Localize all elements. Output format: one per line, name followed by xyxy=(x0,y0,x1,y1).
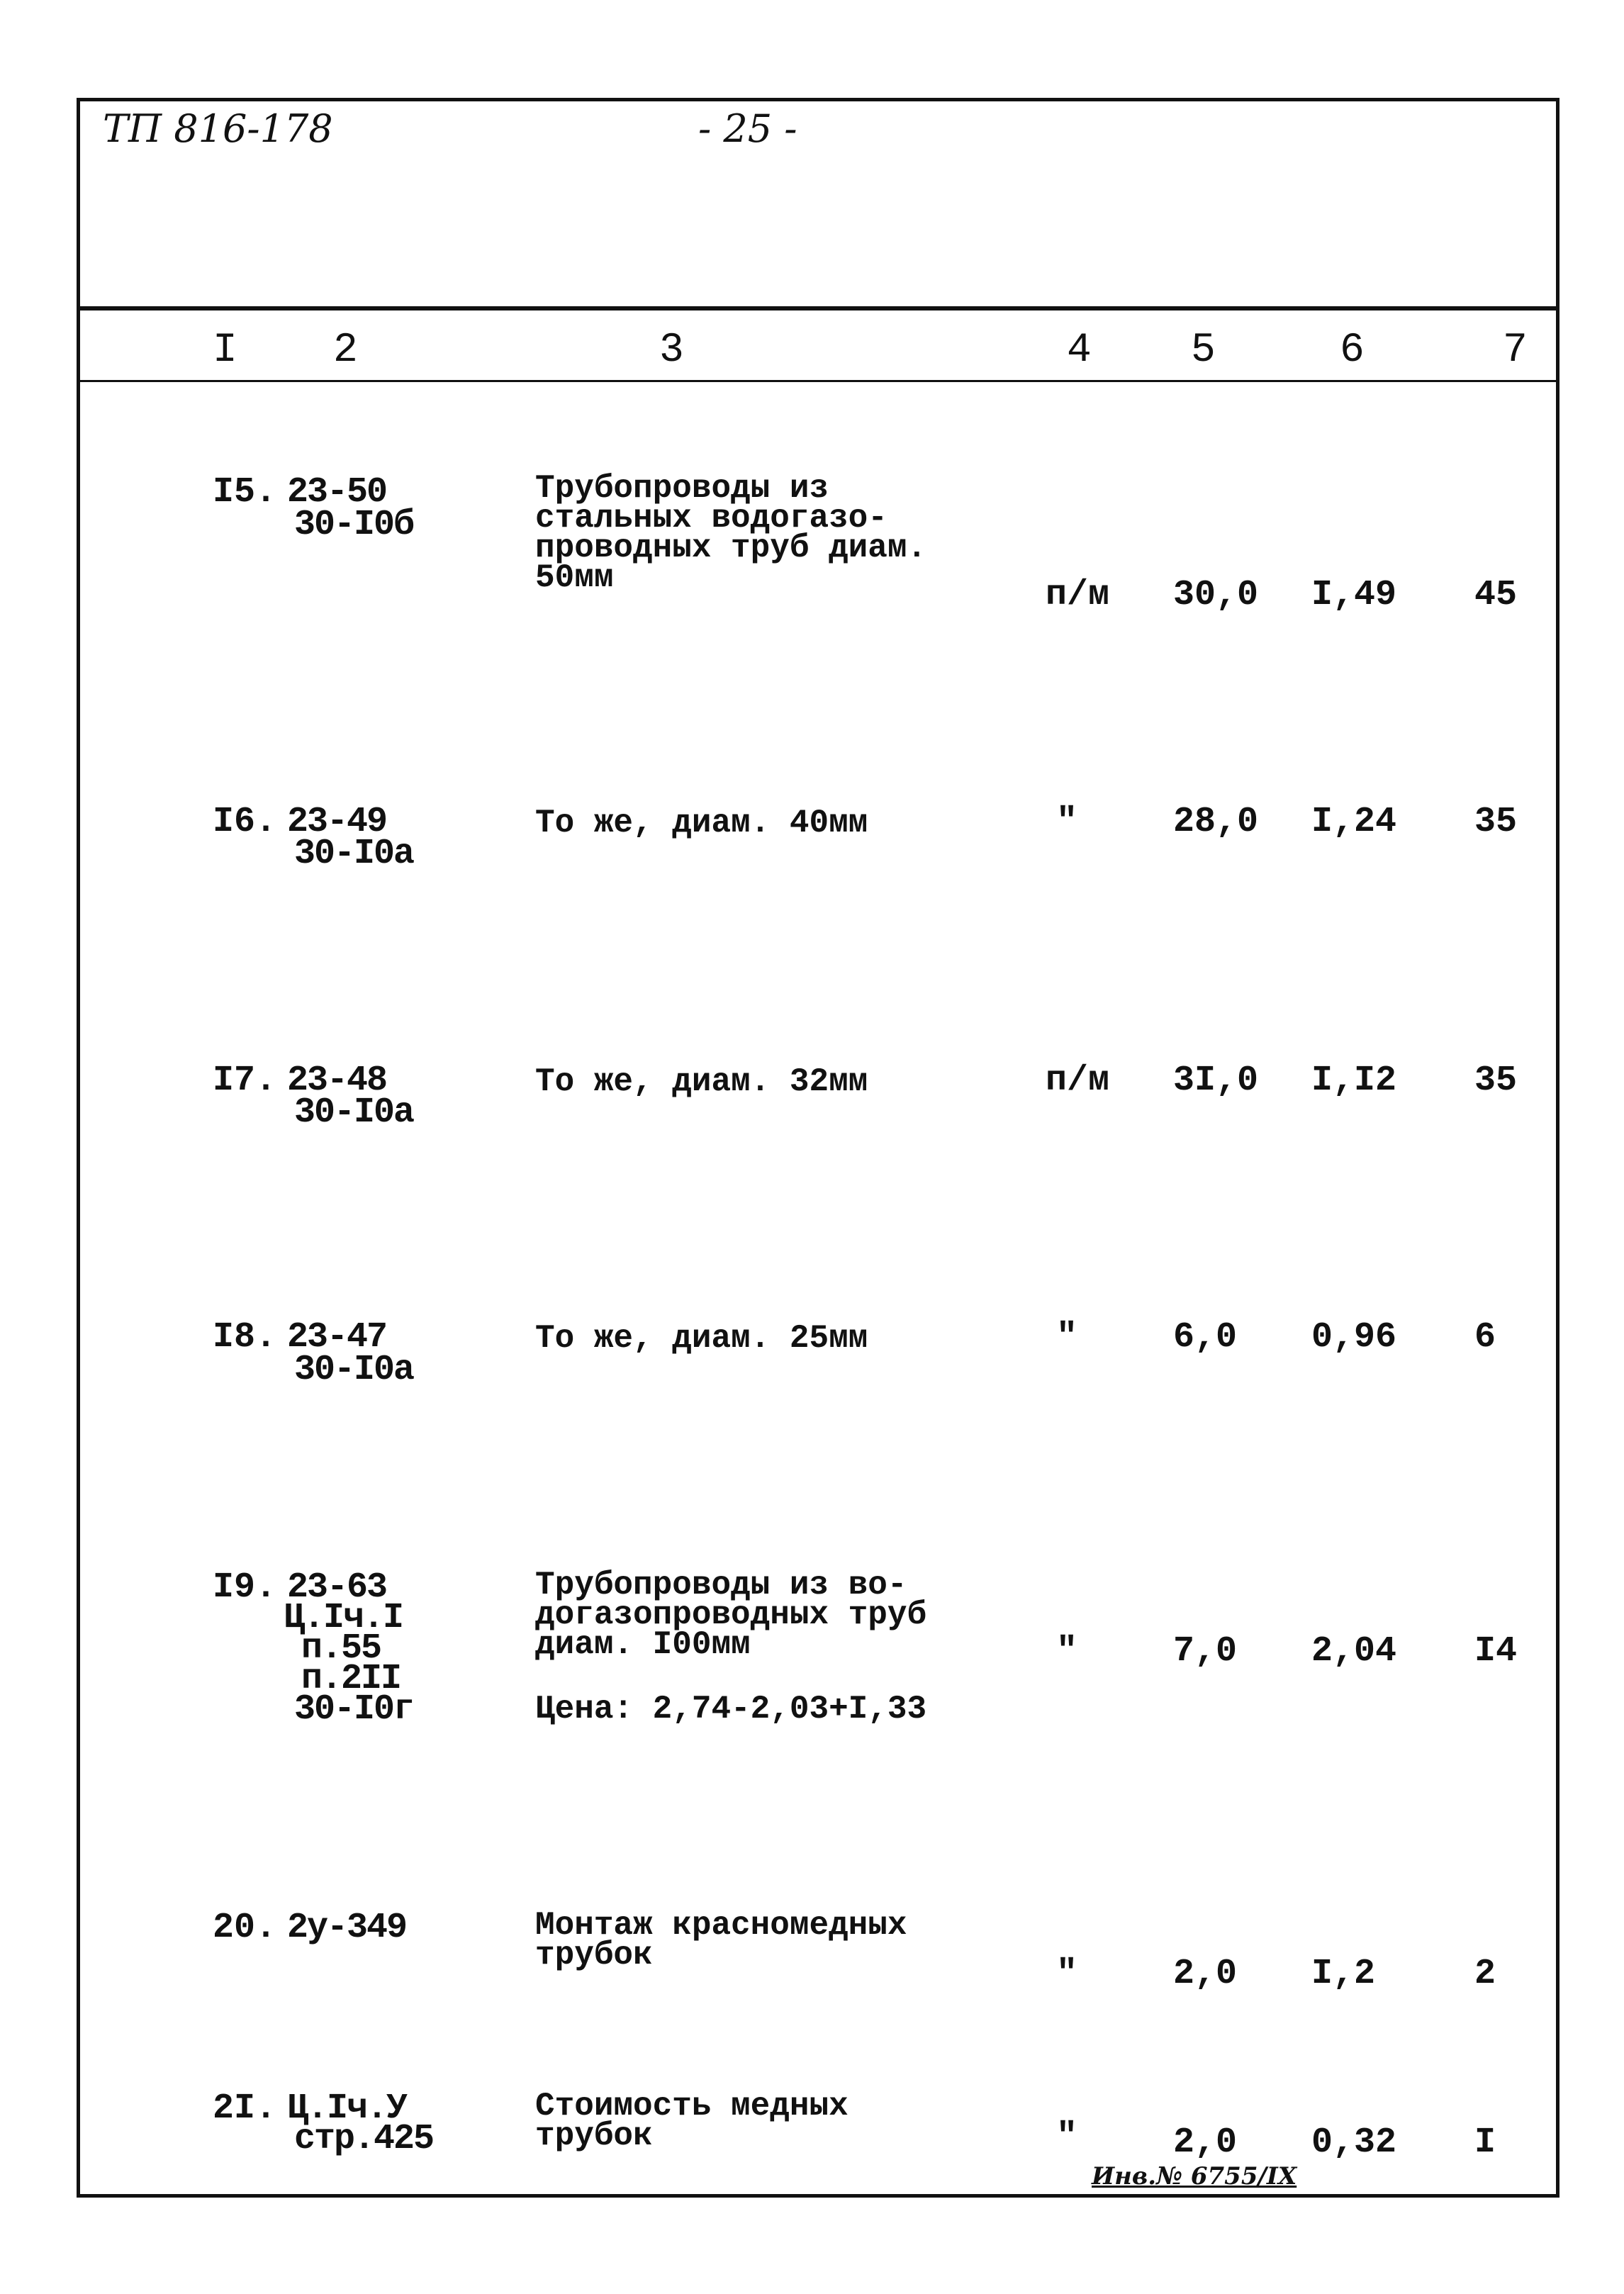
row-description: стальных водогазо- xyxy=(535,500,887,537)
row-description: Трубопроводы из во- xyxy=(535,1567,907,1604)
row-code: п.55 xyxy=(301,1628,381,1669)
row-unit: " xyxy=(1056,2117,1078,2157)
row-quantity: 3I,0 xyxy=(1173,1061,1259,1101)
row-description: То же, диам. 32мм xyxy=(535,1063,868,1100)
row-unit: " xyxy=(1056,1954,1078,1994)
row-price: 0,96 xyxy=(1311,1317,1397,1358)
row-number: 20. xyxy=(213,1908,277,1948)
row-quantity: 30,0 xyxy=(1173,575,1259,615)
row-number: 2I. xyxy=(213,2088,277,2129)
col-header-2: 2 xyxy=(333,328,358,374)
row-description: То же, диам. 25мм xyxy=(535,1320,868,1357)
row-description: трубок xyxy=(535,2117,653,2154)
row-price: 0,32 xyxy=(1311,2122,1397,2163)
row-code: п.2II xyxy=(301,1659,401,1699)
inventory-stamp: Инв.№ 6755/IX xyxy=(1092,2162,1297,2191)
row-description: трубок xyxy=(535,1937,653,1974)
row-number: I9. xyxy=(213,1567,277,1608)
col-header-6: 6 xyxy=(1340,328,1365,374)
row-code: 30-I0а xyxy=(294,1092,414,1133)
row-price: I,2 xyxy=(1311,1954,1376,1994)
row-quantity: 2,0 xyxy=(1173,1954,1238,1994)
row-total: 35 xyxy=(1474,1061,1518,1101)
row-price: I,I2 xyxy=(1311,1061,1397,1101)
row-number: I6. xyxy=(213,802,277,842)
row-number: I7. xyxy=(213,1061,277,1101)
row-code: 2у-349 xyxy=(287,1908,407,1948)
row-description: 50мм xyxy=(535,559,614,596)
row-code: стр.425 xyxy=(294,2119,434,2159)
doc-code: ТП 816-178 xyxy=(103,106,333,151)
row-price-note: Цена: 2,74-2,03+I,33 xyxy=(535,1691,927,1728)
row-unit: " xyxy=(1056,1317,1078,1358)
row-description: Стоимость медных xyxy=(535,2088,849,2125)
row-description: Монтаж красномедных xyxy=(535,1907,907,1944)
row-code: 30-I0г xyxy=(294,1689,414,1730)
page-frame xyxy=(77,98,1559,2198)
col-header-4: 4 xyxy=(1067,328,1092,374)
page-number: - 25 - xyxy=(698,106,797,151)
row-unit: п/м xyxy=(1046,575,1110,615)
row-quantity: 2,0 xyxy=(1173,2122,1238,2163)
column-header-divider xyxy=(77,380,1559,382)
row-code: 30-I0а xyxy=(294,834,414,874)
row-total: I xyxy=(1474,2122,1496,2163)
row-price: I,49 xyxy=(1311,575,1397,615)
row-unit: п/м xyxy=(1046,1061,1110,1101)
row-price: I,24 xyxy=(1311,802,1397,842)
row-code: Ц.Iч.У xyxy=(287,2088,407,2129)
row-total: 45 xyxy=(1474,575,1518,615)
row-number: I5. xyxy=(213,472,277,513)
row-description: проводных труб диам. xyxy=(535,530,927,566)
row-description: догазопроводных труб xyxy=(535,1596,927,1633)
row-quantity: 6,0 xyxy=(1173,1317,1238,1358)
row-quantity: 7,0 xyxy=(1173,1631,1238,1672)
row-unit: " xyxy=(1056,1631,1078,1672)
row-description: диам. I00мм xyxy=(535,1626,751,1663)
col-header-7: 7 xyxy=(1503,328,1528,374)
row-code: 23-49 xyxy=(287,802,387,842)
row-total: I4 xyxy=(1474,1631,1518,1672)
row-number: I8. xyxy=(213,1317,277,1358)
col-header-3: 3 xyxy=(659,328,684,374)
row-description: То же, диам. 40мм xyxy=(535,805,868,841)
col-header-5: 5 xyxy=(1191,328,1216,374)
row-code: 23-50 xyxy=(287,472,387,513)
row-total: 2 xyxy=(1474,1954,1496,1994)
row-code: 23-48 xyxy=(287,1061,387,1101)
row-unit: " xyxy=(1056,802,1078,842)
row-code: Ц.Iч.I xyxy=(284,1598,403,1638)
row-code: 23-63 xyxy=(287,1567,387,1608)
header-divider xyxy=(77,306,1559,310)
row-total: 6 xyxy=(1474,1317,1496,1358)
row-code: 23-47 xyxy=(287,1317,387,1358)
row-description: Трубопроводы из xyxy=(535,470,829,507)
col-header-1: I xyxy=(213,328,237,374)
row-code: 30-I0б xyxy=(294,505,414,545)
row-quantity: 28,0 xyxy=(1173,802,1259,842)
row-code: 30-I0а xyxy=(294,1350,414,1390)
row-total: 35 xyxy=(1474,802,1518,842)
row-price: 2,04 xyxy=(1311,1631,1397,1672)
